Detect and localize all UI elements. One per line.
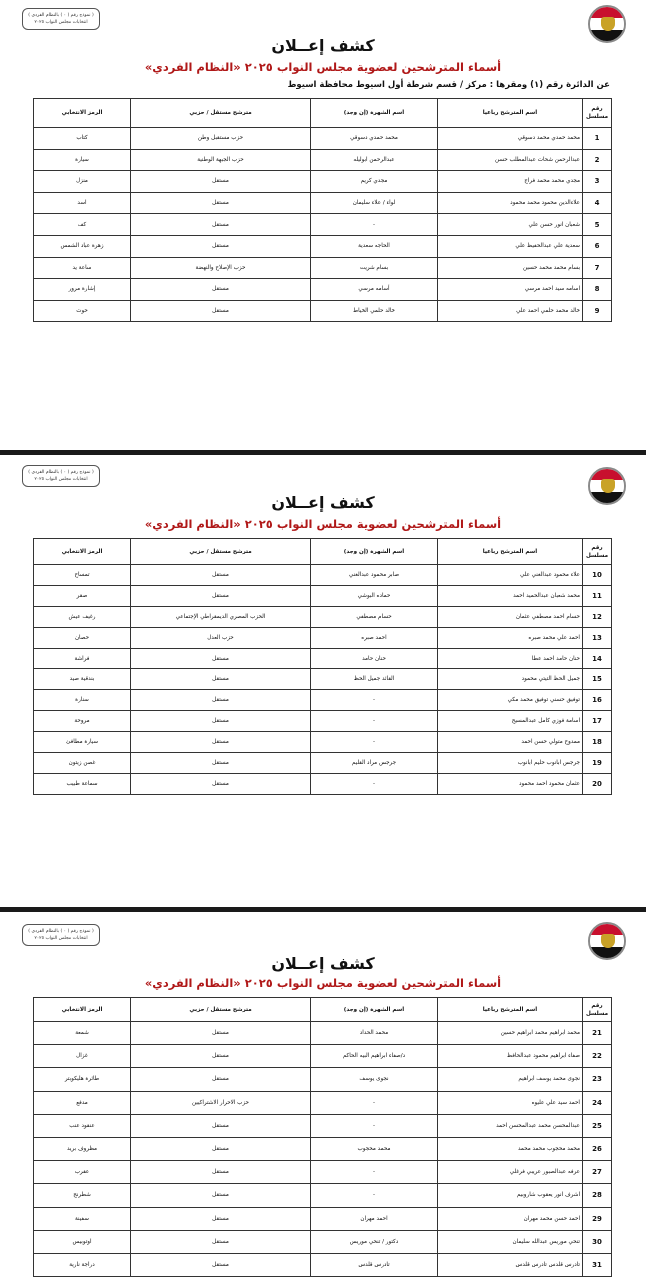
electoral-symbol-cell: رغيف عيش <box>34 606 131 627</box>
fame-name-cell: حنان حامد <box>311 648 438 669</box>
fame-name-cell: - <box>311 1091 438 1114</box>
serial-cell: 23 <box>583 1068 612 1091</box>
candidate-name-cell: ممدوح متولي حسن احمد <box>438 732 583 753</box>
page-subtitle: أسماء المترشحين لعضوية مجلس النواب ٢٠٢٥ «النظام الفردي» <box>144 60 502 74</box>
table-row <box>34 1207 612 1230</box>
electoral-symbol-cell: تمساح <box>34 565 131 586</box>
candidates-table <box>33 538 612 795</box>
candidate-name-cell: صفاء ابراهيم محمود عبدالحافظ <box>438 1045 583 1068</box>
fame-name-cell: - <box>311 1114 438 1137</box>
fame-name-cell: مجدي كريم <box>311 171 438 193</box>
electoral-symbol-cell: طائرة هليكوبتر <box>34 1068 131 1091</box>
fame-name-cell: محمد حمدي دسوقي <box>311 128 438 150</box>
candidate-type-cell: مستقل <box>131 732 311 753</box>
candidate-name-cell: جميل الحظ التيتي محمود <box>438 669 583 690</box>
electoral-symbol-cell: كتاب <box>34 128 131 150</box>
fame-name-cell: دكتور / تنحي موريس <box>311 1230 438 1253</box>
header-serial: رقم مسلسل <box>583 99 612 128</box>
candidate-name-cell: بسام محمد محمد حسين <box>438 257 583 279</box>
candidate-type-cell: حزب الإصلاح والنهضة <box>131 257 311 279</box>
candidate-type-cell: مستقل <box>131 1045 311 1068</box>
serial-cell: 30 <box>583 1230 612 1253</box>
candidate-name-cell: عبدالرحمن شحات عبدالمطلب حسن <box>438 149 583 171</box>
form-label-line2: انتخابات مجلس النواب ٢٠٢٥ <box>34 477 88 482</box>
candidate-type-cell: مستقل <box>131 279 311 301</box>
table-row <box>34 279 612 301</box>
table-row <box>34 690 612 711</box>
table-header-row <box>34 998 612 1022</box>
candidate-name-cell: اسامة فوزي كامل عبدالمسيح <box>438 711 583 732</box>
serial-cell: 27 <box>583 1161 612 1184</box>
candidate-type-cell: مستقل <box>131 669 311 690</box>
candidate-type-cell: مستقل <box>131 565 311 586</box>
candidate-name-cell: تنحي موريس عبدالله سليمان <box>438 1230 583 1253</box>
candidate-type-cell: مستقل <box>131 1022 311 1045</box>
candidate-type-cell: مستقل <box>131 585 311 606</box>
form-label-line1: ( نموذج رقم ( ٠ ) بالنظام الفردي ) <box>28 929 94 934</box>
candidate-name-cell: شعبان انور حسن علي <box>438 214 583 236</box>
electoral-symbol-cell: حصان <box>34 627 131 648</box>
serial-cell: 17 <box>583 711 612 732</box>
table-row <box>34 171 612 193</box>
header-electoral-symbol: الرمز الانتخابي <box>34 99 131 128</box>
serial-cell: 10 <box>583 565 612 586</box>
header-serial: رقم مسلسل <box>583 539 612 565</box>
fame-name-cell: لواء / علاء سليمان <box>311 192 438 214</box>
fame-name-cell: تادرس قلدس <box>311 1253 438 1276</box>
serial-cell: 19 <box>583 753 612 774</box>
table-row <box>34 1068 612 1091</box>
table-row <box>34 1230 612 1253</box>
table-row <box>34 1045 612 1068</box>
serial-cell: 2 <box>583 149 612 171</box>
page-subtitle: أسماء المترشحين لعضوية مجلس النواب ٢٠٢٥ «النظام الفردي» <box>144 517 502 531</box>
electoral-symbol-cell: فراشة <box>34 648 131 669</box>
electoral-symbol-cell: شطرنج <box>34 1184 131 1207</box>
serial-cell: 3 <box>583 171 612 193</box>
candidate-type-cell: مستقل <box>131 1230 311 1253</box>
candidate-type-cell: حزب الاحرار الاشتراكيين <box>131 1091 311 1114</box>
electoral-symbol-cell: مروحة <box>34 711 131 732</box>
electoral-symbol-cell: إشارة مرور <box>34 279 131 301</box>
fame-name-cell: - <box>311 773 438 794</box>
form-label-line2: انتخابات مجلس النواب ٢٠٢٥ <box>34 20 88 25</box>
table-row <box>34 1022 612 1045</box>
candidate-name-cell: توفيق حسني توفيق محمد مكي <box>438 690 583 711</box>
candidate-name-cell: احمد حسن محمد مهران <box>438 1207 583 1230</box>
candidate-name-cell: عثمان محمود احمد محمود <box>438 773 583 794</box>
serial-cell: 22 <box>583 1045 612 1068</box>
table-row <box>34 565 612 586</box>
form-label-box <box>22 924 100 946</box>
serial-cell: 5 <box>583 214 612 236</box>
serial-cell: 7 <box>583 257 612 279</box>
header-electoral-symbol: الرمز الانتخابي <box>34 998 131 1022</box>
serial-cell: 21 <box>583 1022 612 1045</box>
candidate-type-cell: مستقل <box>131 773 311 794</box>
serial-cell: 28 <box>583 1184 612 1207</box>
candidate-name-cell: حنان حامد احمد عطا <box>438 648 583 669</box>
fame-name-cell: صابر محمود عبدالغني <box>311 565 438 586</box>
electoral-symbol-cell: عقرب <box>34 1161 131 1184</box>
fame-name-cell: خالد حلمي الخياط <box>311 300 438 322</box>
electoral-symbol-cell: ساعة يد <box>34 257 131 279</box>
fame-name-cell: - <box>311 1161 438 1184</box>
candidate-name-cell: محمد شعبان عبدالحميد احمد <box>438 585 583 606</box>
header-candidate-type: مترشح مستقل / حزبي <box>131 998 311 1022</box>
fame-name-cell: محمد الحداد <box>311 1022 438 1045</box>
electoral-symbol-cell: اوتوبيس <box>34 1230 131 1253</box>
candidate-name-cell: مجدي محمد محمد فراج <box>438 171 583 193</box>
candidate-type-cell: حزب العدل <box>131 627 311 648</box>
table-row <box>34 773 612 794</box>
serial-cell: 13 <box>583 627 612 648</box>
fame-name-cell: أسامه مرسي <box>311 279 438 301</box>
table-row <box>34 1114 612 1137</box>
electoral-symbol-cell: سنارة <box>34 690 131 711</box>
table-row <box>34 732 612 753</box>
serial-cell: 15 <box>583 669 612 690</box>
electoral-symbol-cell: دراجة نارية <box>34 1253 131 1276</box>
serial-cell: 16 <box>583 690 612 711</box>
candidate-type-cell: مستقل <box>131 1253 311 1276</box>
candidates-table <box>33 997 612 1277</box>
candidates-table <box>33 98 612 322</box>
candidate-type-cell: مستقل <box>131 1184 311 1207</box>
serial-cell: 9 <box>583 300 612 322</box>
page-title: كشف إعــلان <box>271 493 375 512</box>
table-row <box>34 1253 612 1276</box>
fame-name-cell: حماده البوشي <box>311 585 438 606</box>
electoral-symbol-cell: شمعة <box>34 1022 131 1045</box>
electoral-symbol-cell: مظروف بريد <box>34 1137 131 1160</box>
fame-name-cell: محمد محجوب <box>311 1137 438 1160</box>
serial-cell: 18 <box>583 732 612 753</box>
candidate-type-cell: حزب الجبهة الوطنية <box>131 149 311 171</box>
table-row <box>34 753 612 774</box>
electoral-symbol-cell: منزل <box>34 171 131 193</box>
fame-name-cell: - <box>311 1184 438 1207</box>
table-row <box>34 214 612 236</box>
serial-cell: 11 <box>583 585 612 606</box>
serial-cell: 14 <box>583 648 612 669</box>
table-row <box>34 1137 612 1160</box>
fame-name-cell: - <box>311 732 438 753</box>
electoral-symbol-cell: عنقود عنب <box>34 1114 131 1137</box>
candidate-name-cell: نجوى محمد يوسف ابراهيم <box>438 1068 583 1091</box>
table-row <box>34 1091 612 1114</box>
table-row <box>34 128 612 150</box>
electoral-symbol-cell: بندقية صيد <box>34 669 131 690</box>
serial-cell: 25 <box>583 1114 612 1137</box>
fame-name-cell: احمد مهران <box>311 1207 438 1230</box>
candidate-name-cell: احمد سيد علي عليوه <box>438 1091 583 1114</box>
candidate-type-cell: مستقل <box>131 214 311 236</box>
table-row <box>34 257 612 279</box>
fame-name-cell: جرجس مراد القليم <box>311 753 438 774</box>
serial-cell: 1 <box>583 128 612 150</box>
header-candidate-name: اسم المترشح رباعيا <box>438 539 583 565</box>
candidate-type-cell: مستقل <box>131 235 311 257</box>
serial-cell: 4 <box>583 192 612 214</box>
table-row <box>34 235 612 257</box>
candidate-name-cell: حسام احمد مصطفي عثمان <box>438 606 583 627</box>
serial-cell: 20 <box>583 773 612 794</box>
header-candidate-name: اسم المترشح رباعيا <box>438 99 583 128</box>
electoral-symbol-cell: زهرة عباد الشمس <box>34 235 131 257</box>
electoral-symbol-cell: سماعة طبيب <box>34 773 131 794</box>
candidate-type-cell: حزب مستقبل وطن <box>131 128 311 150</box>
table-row <box>34 1161 612 1184</box>
candidate-name-cell: عرفه عبدالصبور عريبي فرغلي <box>438 1161 583 1184</box>
table-row <box>34 648 612 669</box>
electoral-symbol-cell: مدفع <box>34 1091 131 1114</box>
district-line: عن الدائرة رقم (١) ومقرها : مركز / قسم شرطة أول اسيوط محافظة اسيوط <box>287 80 610 90</box>
page-subtitle: أسماء المترشحين لعضوية مجلس النواب ٢٠٢٥ «النظام الفردي» <box>144 976 502 990</box>
candidate-name-cell: جرجس ابانوب حليم ابانوب <box>438 753 583 774</box>
candidate-name-cell: اسامه سيد احمد مرسي <box>438 279 583 301</box>
candidate-name-cell: علاء محمود عبدالغني علي <box>438 565 583 586</box>
candidate-type-cell: مستقل <box>131 300 311 322</box>
form-label-line1: ( نموذج رقم ( ٠ ) بالنظام الفردي ) <box>28 13 94 18</box>
candidate-name-cell: اشرف انور يعقوب شاروبيم <box>438 1184 583 1207</box>
fame-name-cell: الحاجه سعدية <box>311 235 438 257</box>
table-row <box>34 149 612 171</box>
table-row <box>34 1184 612 1207</box>
serial-cell: 31 <box>583 1253 612 1276</box>
candidate-name-cell: محمد حمدي محمد دسوقي <box>438 128 583 150</box>
candidate-name-cell: عبدالمحسن محمد عبدالمحسن احمد <box>438 1114 583 1137</box>
form-label-box <box>22 8 100 30</box>
table-row <box>34 606 612 627</box>
candidate-type-cell: مستقل <box>131 1161 311 1184</box>
electoral-symbol-cell: غزال <box>34 1045 131 1068</box>
fame-name-cell: - <box>311 214 438 236</box>
fame-name-cell: - <box>311 711 438 732</box>
electoral-symbol-cell: حوت <box>34 300 131 322</box>
sheet-page-3 <box>0 912 646 1280</box>
candidate-type-cell: مستقل <box>131 1207 311 1230</box>
header-fame-name: اسم الشهرة (إن وجد) <box>311 99 438 128</box>
electoral-symbol-cell: اسد <box>34 192 131 214</box>
electoral-symbol-cell: كف <box>34 214 131 236</box>
candidate-type-cell: الحزب المصري الديمقراطي الإجتماعي <box>131 606 311 627</box>
candidate-name-cell: تادرس قلدس تادرس قلدس <box>438 1253 583 1276</box>
page-title: كشف إعــلان <box>271 36 375 55</box>
candidate-type-cell: مستقل <box>131 1137 311 1160</box>
candidate-type-cell: مستقل <box>131 171 311 193</box>
sheet-page-2 <box>0 455 646 907</box>
candidate-name-cell: محمد محجوب محمد محمد <box>438 1137 583 1160</box>
header-fame-name: اسم الشهرة (إن وجد) <box>311 539 438 565</box>
electoral-symbol-cell: سفينة <box>34 1207 131 1230</box>
serial-cell: 29 <box>583 1207 612 1230</box>
candidate-name-cell: احمد علي محمد صبره <box>438 627 583 648</box>
header-fame-name: اسم الشهرة (إن وجد) <box>311 998 438 1022</box>
serial-cell: 24 <box>583 1091 612 1114</box>
electoral-symbol-cell: سيارة مطافئ <box>34 732 131 753</box>
fame-name-cell: - <box>311 690 438 711</box>
table-row <box>34 711 612 732</box>
candidate-name-cell: سعدية علي عبدالحفيظ علي <box>438 235 583 257</box>
sheet-page-1 <box>0 0 646 450</box>
fame-name-cell: حسام مصطفي <box>311 606 438 627</box>
table-row <box>34 585 612 606</box>
table-row <box>34 627 612 648</box>
fame-name-cell: احمد صبره <box>311 627 438 648</box>
candidate-name-cell: محمد ابراهيم محمد ابراهيم حسين <box>438 1022 583 1045</box>
serial-cell: 12 <box>583 606 612 627</box>
table-row <box>34 300 612 322</box>
fame-name-cell: بسام شريت <box>311 257 438 279</box>
table-row <box>34 192 612 214</box>
page-title: كشف إعــلان <box>271 954 375 973</box>
candidate-type-cell: مستقل <box>131 711 311 732</box>
electoral-symbol-cell: صقر <box>34 585 131 606</box>
electoral-symbol-cell: غصن زيتون <box>34 753 131 774</box>
candidate-name-cell: خالد محمد حلمي احمد علي <box>438 300 583 322</box>
candidate-type-cell: مستقل <box>131 1068 311 1091</box>
form-label-line1: ( نموذج رقم ( ٠ ) بالنظام الفردي ) <box>28 470 94 475</box>
electoral-symbol-cell: سيارة <box>34 149 131 171</box>
form-label-box <box>22 465 100 487</box>
fame-name-cell: نجوى يوسف <box>311 1068 438 1091</box>
table-row <box>34 669 612 690</box>
header-candidate-type: مترشح مستقل / حزبي <box>131 99 311 128</box>
header-candidate-type: مترشح مستقل / حزبي <box>131 539 311 565</box>
table-header-row <box>34 539 612 565</box>
header-electoral-symbol: الرمز الانتخابي <box>34 539 131 565</box>
fame-name-cell: عبدالرحمن ابوليله <box>311 149 438 171</box>
fame-name-cell: القائد جميل الحظ <box>311 669 438 690</box>
candidate-type-cell: مستقل <box>131 690 311 711</box>
candidate-name-cell: علاءالدين محمود محمد محمود <box>438 192 583 214</box>
candidate-type-cell: مستقل <box>131 648 311 669</box>
candidate-type-cell: مستقل <box>131 1114 311 1137</box>
serial-cell: 8 <box>583 279 612 301</box>
candidate-type-cell: مستقل <box>131 192 311 214</box>
fame-name-cell: د/صفاء ابراهيم البيه الحاكم <box>311 1045 438 1068</box>
table-header-row <box>34 99 612 128</box>
candidate-type-cell: مستقل <box>131 753 311 774</box>
serial-cell: 6 <box>583 235 612 257</box>
header-serial: رقم مسلسل <box>583 998 612 1022</box>
serial-cell: 26 <box>583 1137 612 1160</box>
header-candidate-name: اسم المترشح رباعيا <box>438 998 583 1022</box>
form-label-line2: انتخابات مجلس النواب ٢٠٢٥ <box>34 936 88 941</box>
